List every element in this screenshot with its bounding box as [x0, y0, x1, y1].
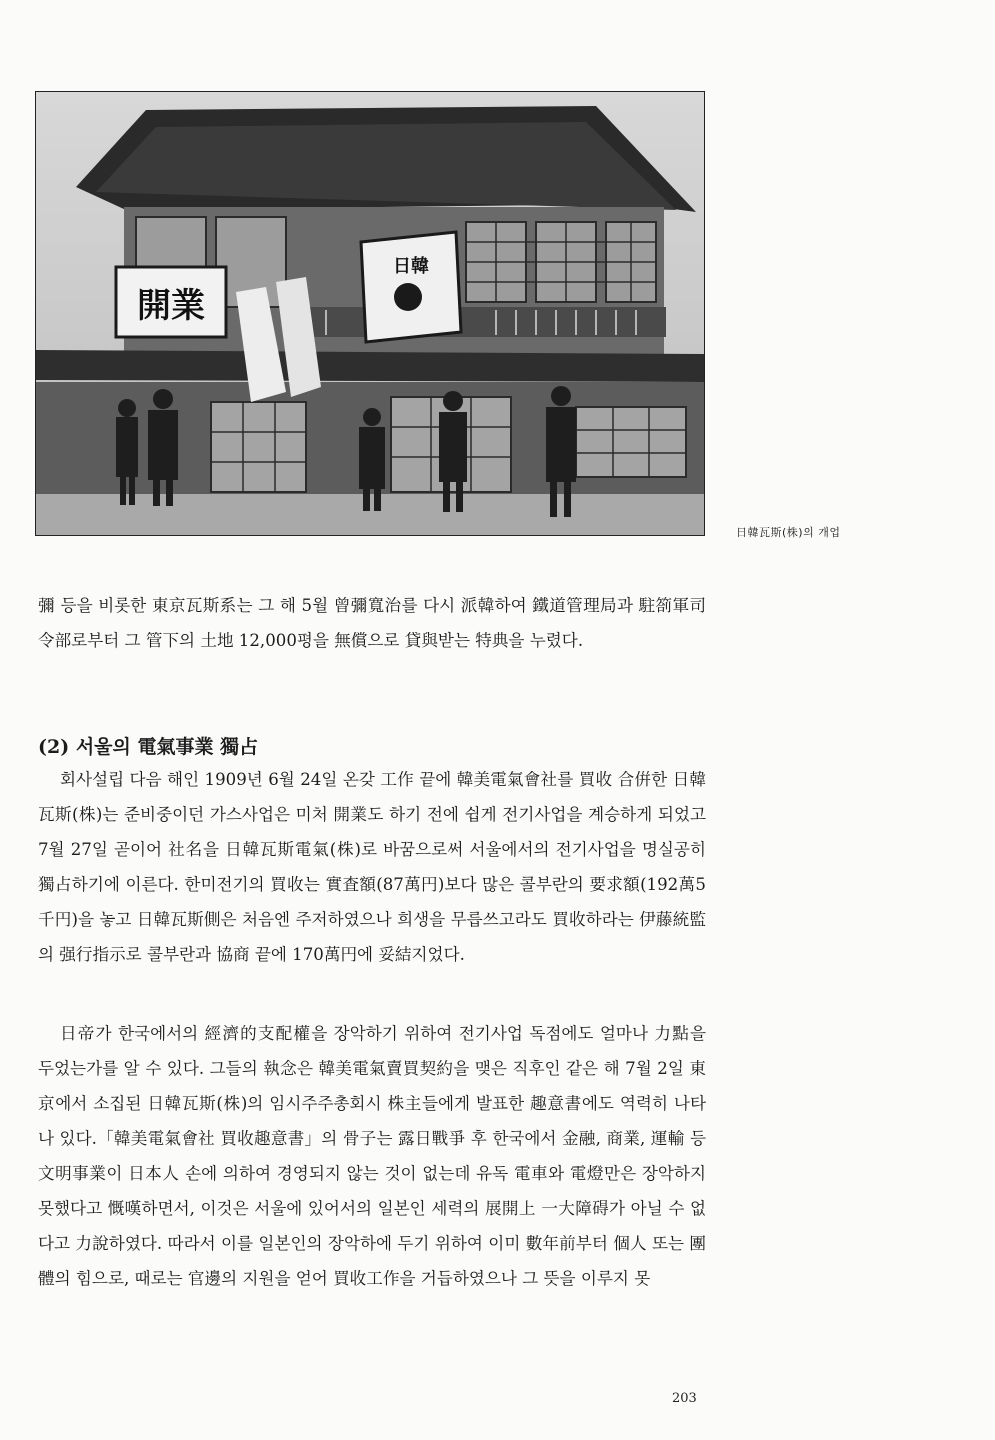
page-number: 203: [672, 1391, 697, 1406]
paragraph-2: 회사설립 다음 해인 1909년 6월 24일 온갖 工作 끝에 韓美電氣會社를 買收 合倂한 日韓瓦斯(株)는 준비중이던 가스사업은 미처 開業도 하기 전에 쉽게 전기사업을 계승하게 되었고 7월 27일 곧이어 社名을 日韓瓦斯電氣(株)로 바꿈으로써 서울에서의 전기사업을 명실공히 獨占하기에 이른다. 한미전기의 買收는 實査額(87萬円)보다 많은 콜부란의 要求額(192萬5千円)을 놓고 日韓瓦斯側은 처음엔 주저하였으나 희생을 무릅쓰고라도 買收하라는 伊藤統監의 强行指示로 콜부란과 協商 끝에 170萬円에 妥結지었다.: [38, 770, 706, 964]
paragraph-3: 日帝가 한국에서의 經濟的支配權을 장악하기 위하여 전기사업 독점에도 얼마나 力點을 두었는가를 알 수 있다. 그들의 執念은 韓美電氣賣買契約을 맺은 직후인 같은 해 7월 2일 東京에서 소집된 日韓瓦斯(株)의 임시주주총회시 株主들에게 발표한 趣意書에도 역력히 나타나 있다.「韓美電氣會社 買收趣意書」의 骨子는 露日戰爭 후 한국에서 金融, 商業, 運輸 등 文明事業이 日本人 손에 의하여 경영되지 않는 것이 없는데 유독 電車와 電燈만은 장악하지 못했다고 慨嘆하면서, 이것은 서울에 있어서의 일본인 세력의 展開上 一大障碍가 아닐 수 없다고 力說하였다. 따라서 이를 일본인의 장악하에 두기 위하여 이미 數年前부터 個人 또는 團體의 힘으로, 때로는 官邊의 지원을 얻어 買收工作을 거듭하였으나 그 뜻을 이루지 못: [38, 1024, 706, 1288]
opening-sign-text: 開業: [137, 286, 205, 326]
figure-caption: 日韓瓦斯(株)의 개업: [736, 526, 841, 539]
historical-photo: [35, 91, 705, 536]
banner-text: 日韓: [393, 256, 429, 277]
building-photo-illustration: [36, 92, 704, 535]
paragraph-1: 彌 등을 비롯한 東京瓦斯系는 그 해 5월 曾彌寬治를 다시 派韓하여 鐵道管理局과 駐箚軍司令部로부터 그 管下의 土地 12,000평을 無償으로 貸與받는 特典을 누렸다.: [38, 596, 706, 650]
section-heading: (2) 서울의 電氣事業 獨占: [38, 736, 259, 758]
